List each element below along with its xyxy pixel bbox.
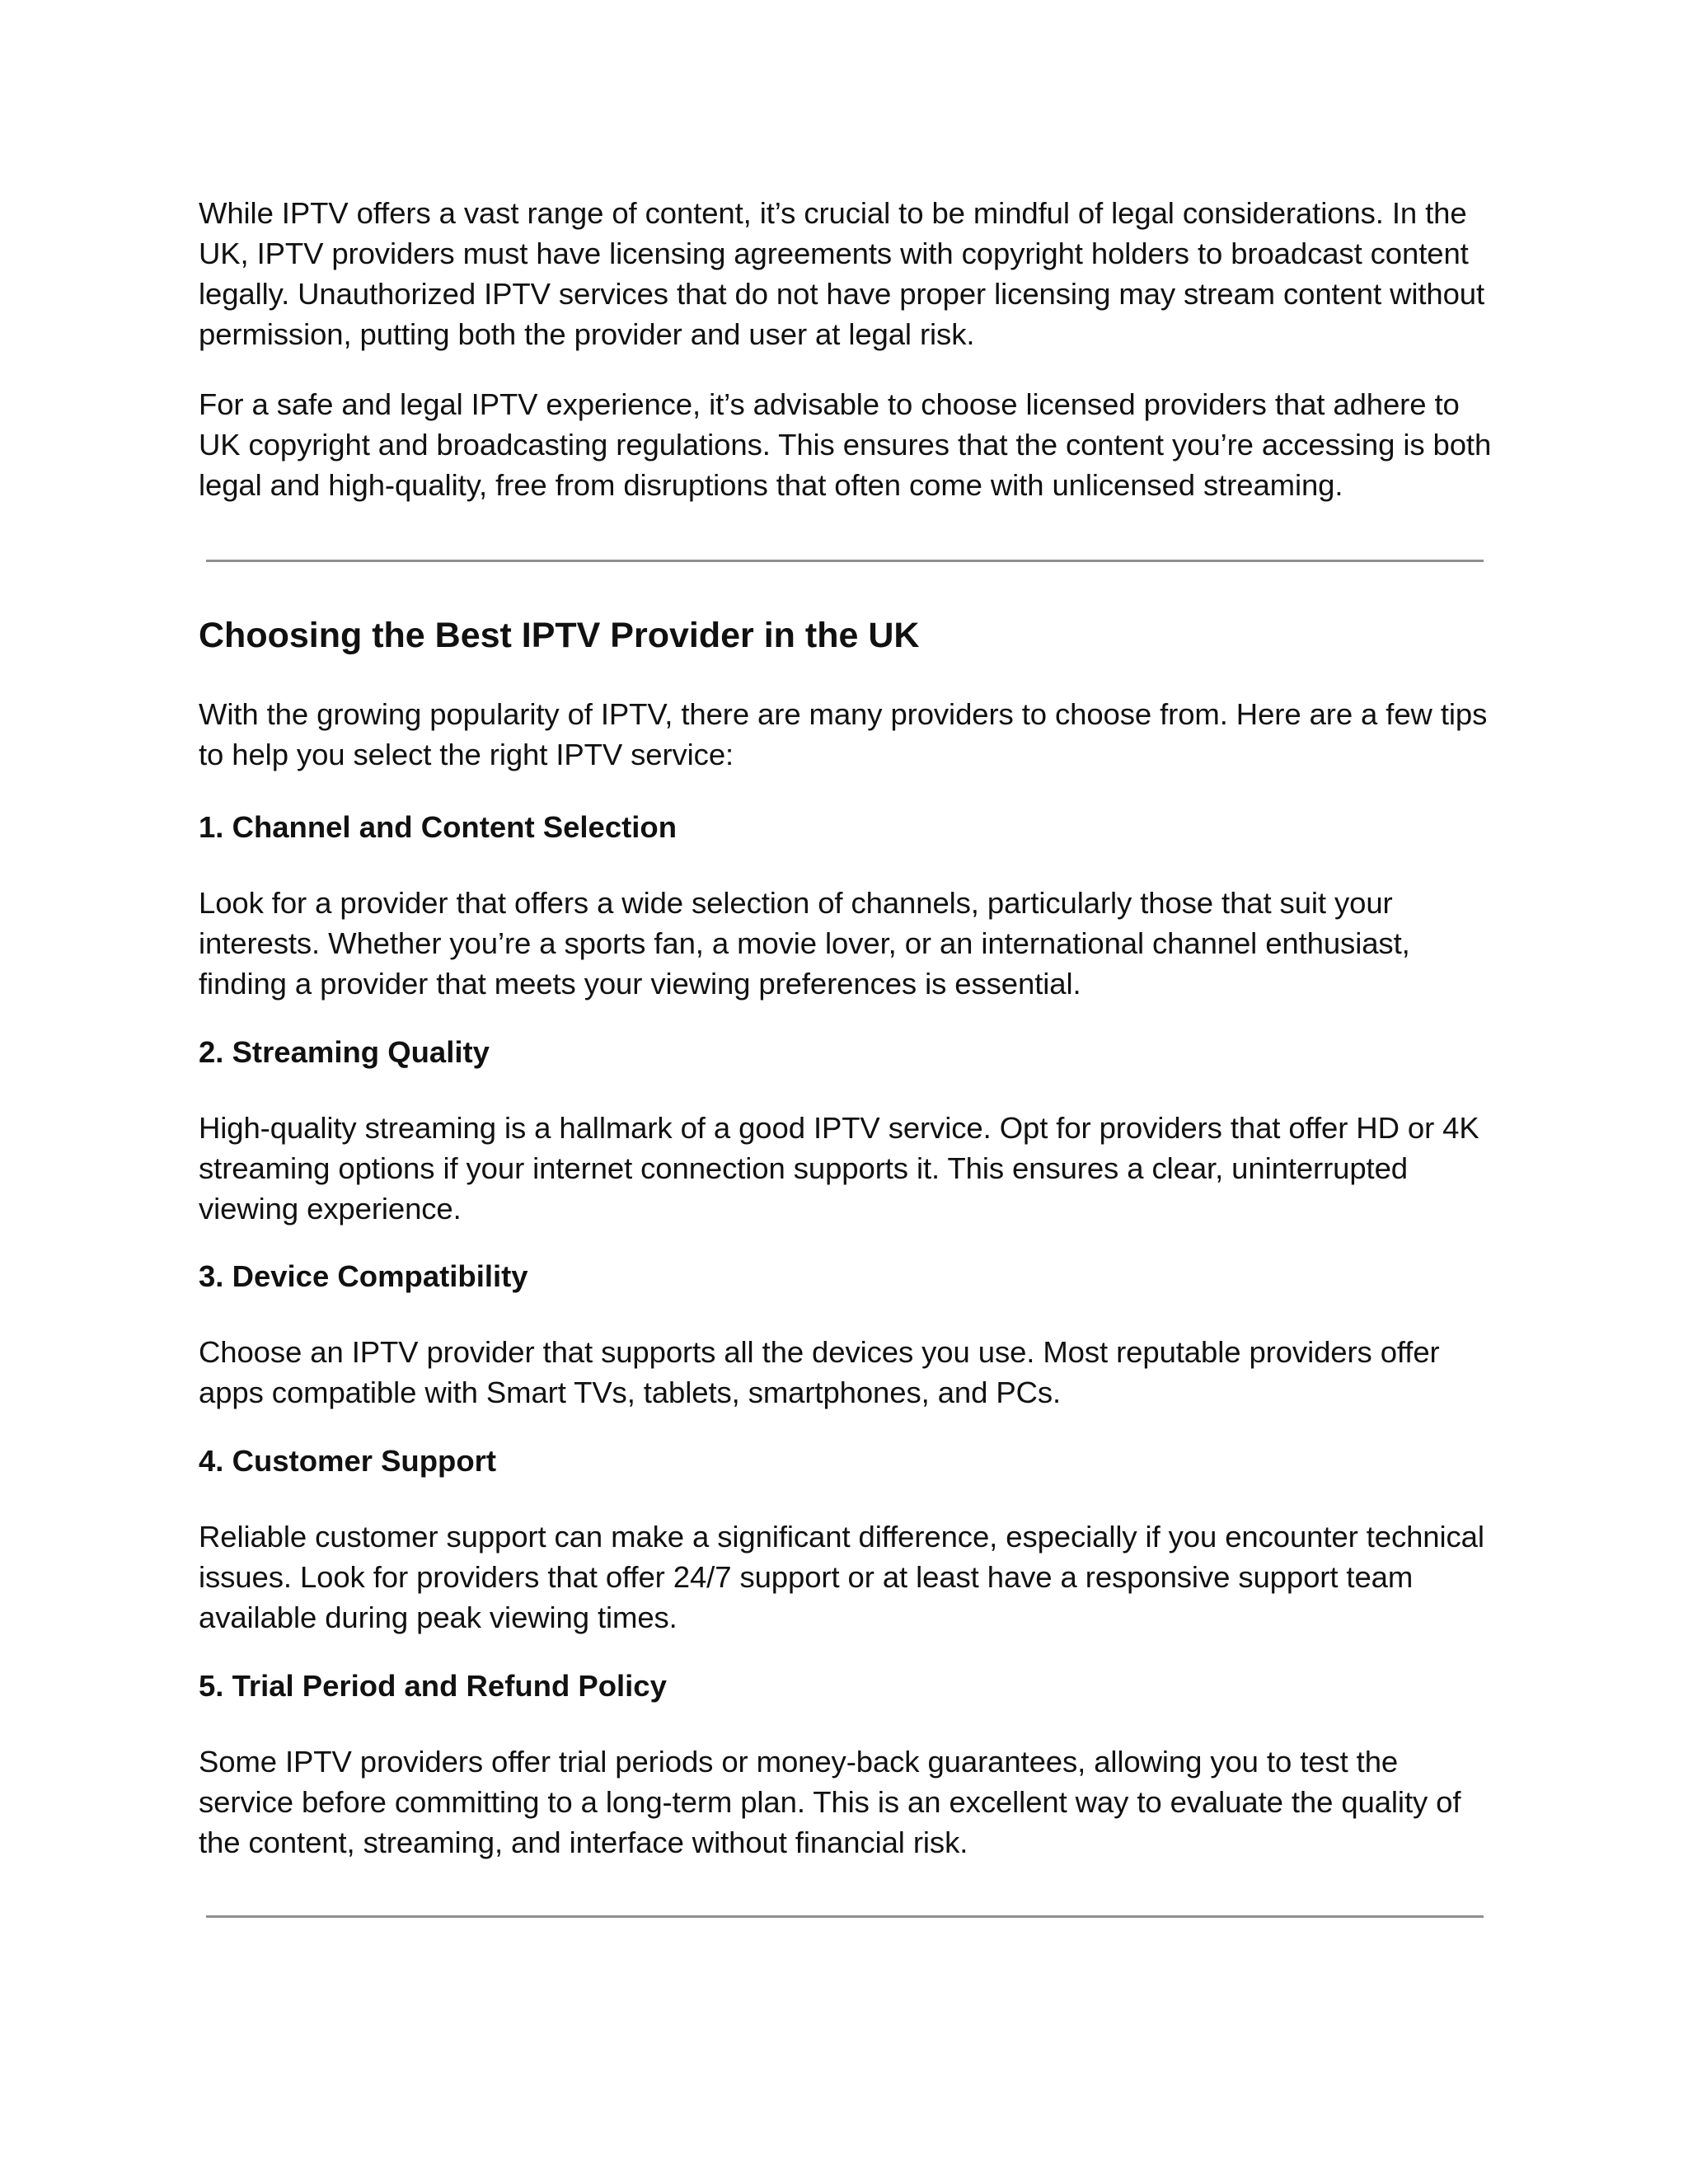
legal-paragraph-2: For a safe and legal IPTV experience, it’s advisable to choose licensed providers that adhere to UK copyright and broadcasting regulations. This ensures that the content you’re accessing is both legal and high-quality, free from disruptions that often come with unlicensed streaming. (199, 387, 1492, 502)
section-divider (206, 560, 1484, 562)
section-heading: Choosing the Best IPTV Provider in the UK (199, 616, 920, 655)
section-divider-bottom (206, 1915, 1484, 1918)
tip-1-title: 1. Channel and Content Selection (199, 810, 678, 844)
tip-4-title: 4. Customer Support (199, 1444, 496, 1478)
section-intro: With the growing popularity of IPTV, there are many providers to choose from. Here are a few tips to help you select the right IPTV service: (199, 697, 1488, 771)
tip-5-title: 5. Trial Period and Refund Policy (199, 1669, 667, 1703)
tip-3-body: Choose an IPTV provider that supports all the devices you use. Most reputable providers offer apps compatible with Smart TVs, tablets, smartphones, and PCs. (199, 1335, 1440, 1409)
tip-2-title: 2. Streaming Quality (199, 1035, 490, 1069)
tip-5-body: Some IPTV providers offer trial periods or money-back guarantees, allowing you to test the service before committing to a long-term plan. This is an excellent way to evaluate the quality of the content, streaming, and interface without financial risk. (199, 1745, 1461, 1859)
tip-3-title: 3. Device Compatibility (199, 1259, 528, 1293)
legal-paragraph-1: While IPTV offers a vast range of content, it’s crucial to be mindful of legal considerations. In the UK, IPTV providers must have licensing agreements with copyright holders to broadcast content legally. Unauthorized IPTV services that do not have proper licensing may stream content without permission, putting both the provider and user at legal risk. (199, 196, 1485, 351)
tip-4-body: Reliable customer support can make a significant difference, especially if you encounter technical issues. Look for providers that offer 24/7 support or at least have a responsive support team available during peak viewing times. (199, 1520, 1484, 1634)
tip-2-body: High-quality streaming is a hallmark of a good IPTV service. Opt for providers that offer HD or 4K streaming options if your internet connection supports it. This ensures a clear, uninterrupted viewing experience. (199, 1111, 1479, 1226)
tip-1-body: Look for a provider that offers a wide selection of channels, particularly those that suit your interests. Whether you’re a sports fan, a movie lover, or an international channel enthusiast, finding a provider that meets your viewing preferences is essential. (199, 886, 1410, 1001)
